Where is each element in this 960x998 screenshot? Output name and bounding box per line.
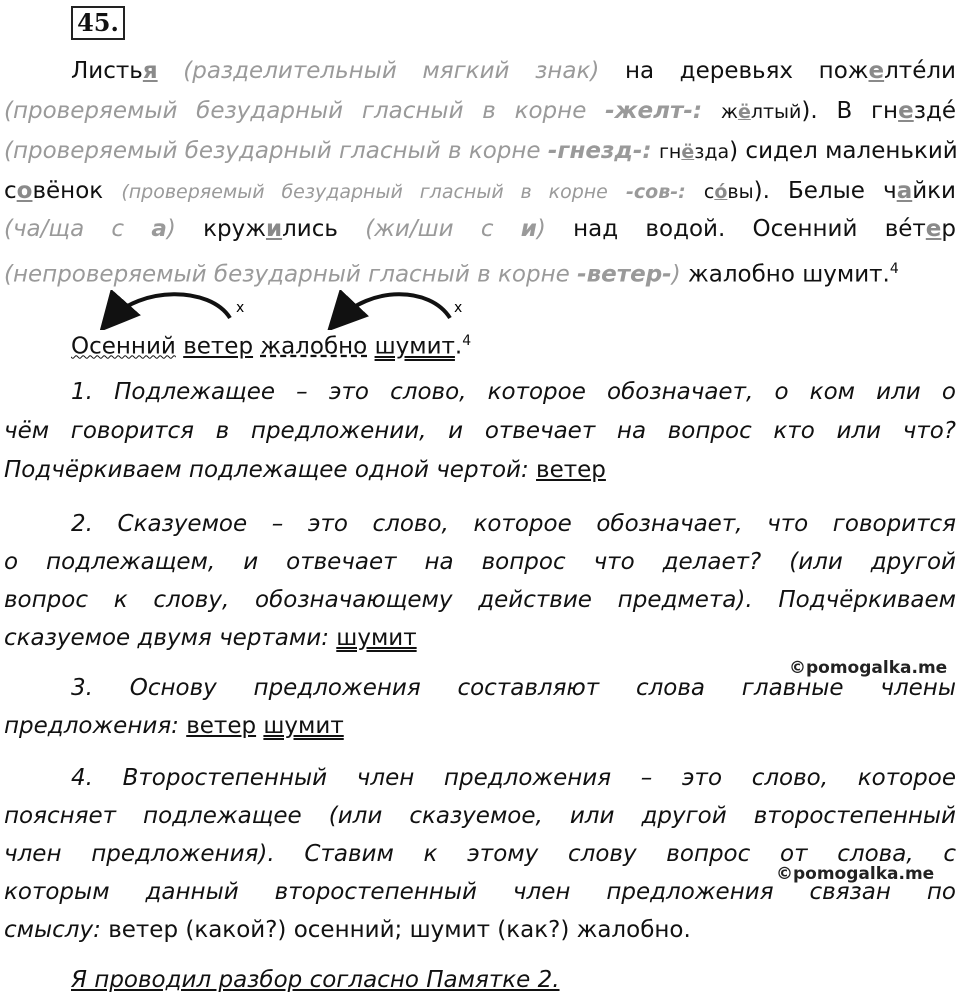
p2-line-3: вопрос к слову, обозначающему действие предмета). Подчёркиваем bbox=[4, 587, 956, 613]
p4-line-4: которым данный второстепенный член предложения связан по bbox=[4, 879, 956, 905]
text-line-1 bbox=[71, 56, 956, 86]
parse-word-zhalobno: жалобно bbox=[260, 333, 368, 360]
subject-word: ветер bbox=[536, 457, 606, 483]
watermark-2: ©pomogalka.me bbox=[776, 864, 935, 884]
final-line: Я проводил разбор согласно Памятке 2. bbox=[71, 967, 560, 993]
task-number: 45. bbox=[71, 6, 125, 40]
parse-word-veter: ветер bbox=[183, 333, 254, 360]
p4-line-1: 4. Второстепенный член предложения – это слово, которое bbox=[71, 765, 956, 791]
text-line-2: (проверяемый безударный гласный в корне -желт-: жёлтый). В гнезде́ bbox=[4, 98, 957, 124]
basis-word-veter: ветер bbox=[186, 713, 257, 739]
arrow-mark-2: x bbox=[454, 300, 463, 316]
predicate-word: шумит bbox=[336, 625, 417, 651]
p4-line-5: смыслу: ветер (какой?) осенний; шумит (как?) жалобно. bbox=[4, 917, 691, 943]
word-pozhelteli: на деревьях пожелте́ли bbox=[624, 58, 957, 84]
arrow-shumit-zhalobno bbox=[338, 294, 450, 320]
parse-word-shumit: шумит bbox=[374, 333, 455, 360]
p2-line-4: сказуемое двумя чертами: шумит bbox=[4, 625, 417, 651]
basis-word-shumit: шумит bbox=[263, 713, 344, 739]
parse-word-osenniy: Осенний bbox=[71, 333, 176, 360]
word-listya: Листья bbox=[71, 58, 158, 84]
p2-line-1: 2. Сказуемое – это слово, которое обозначает, что говорится bbox=[71, 511, 956, 537]
p1-line-1: 1. Подлежащее – это слово, которое обозначает, о ком или о bbox=[71, 379, 956, 405]
arrow-mark-1: x bbox=[236, 300, 245, 316]
note-soft-sign: (разделительный мягкий знак) bbox=[183, 58, 600, 84]
watermark-1: ©pomogalka.me bbox=[789, 658, 948, 678]
p4-line-2: поясняет подлежащее (или сказуемое, или другой второстепенный bbox=[4, 803, 956, 829]
p4-line-3: член предложения). Ставим к этому слову вопрос от слова, с bbox=[4, 841, 956, 867]
p3-line-1: 3. Основу предложения составляют слова главные члены bbox=[71, 675, 956, 701]
p2-line-2: о подлежащем, и отвечает на вопрос что делает? (или другой bbox=[4, 549, 956, 575]
p1-line-3: Подчёркиваем подлежащее одной чертой: ветер bbox=[4, 457, 606, 483]
p1-line-2: чём говорится в предложении, и отвечает на вопрос кто или что? bbox=[4, 418, 956, 444]
arrow-veter-osenniy bbox=[110, 294, 230, 320]
parse-line: Осенний ветер жалобно шумит.$^4$ bbox=[71, 333, 472, 360]
text-line-6: (непроверяемый безударный гласный в корне -ветер-) жалобно шумит.$^4$ bbox=[4, 261, 899, 288]
text-line-5: (ча/ща с а) кружились (жи/ши с и) над водой. Осенний ве́тер bbox=[4, 216, 957, 242]
p3-line-2: предложения: ветер шумит bbox=[4, 713, 344, 739]
dependency-arrows bbox=[100, 290, 480, 330]
text-line-3: (проверяемый безударный гласный в корне -гнезд-: гнёзда) сидел маленький bbox=[4, 138, 958, 164]
text-line-4: совёнок (проверяемый безударный гласный в корне -сов-: со́вы). Белые чайки bbox=[4, 178, 957, 204]
